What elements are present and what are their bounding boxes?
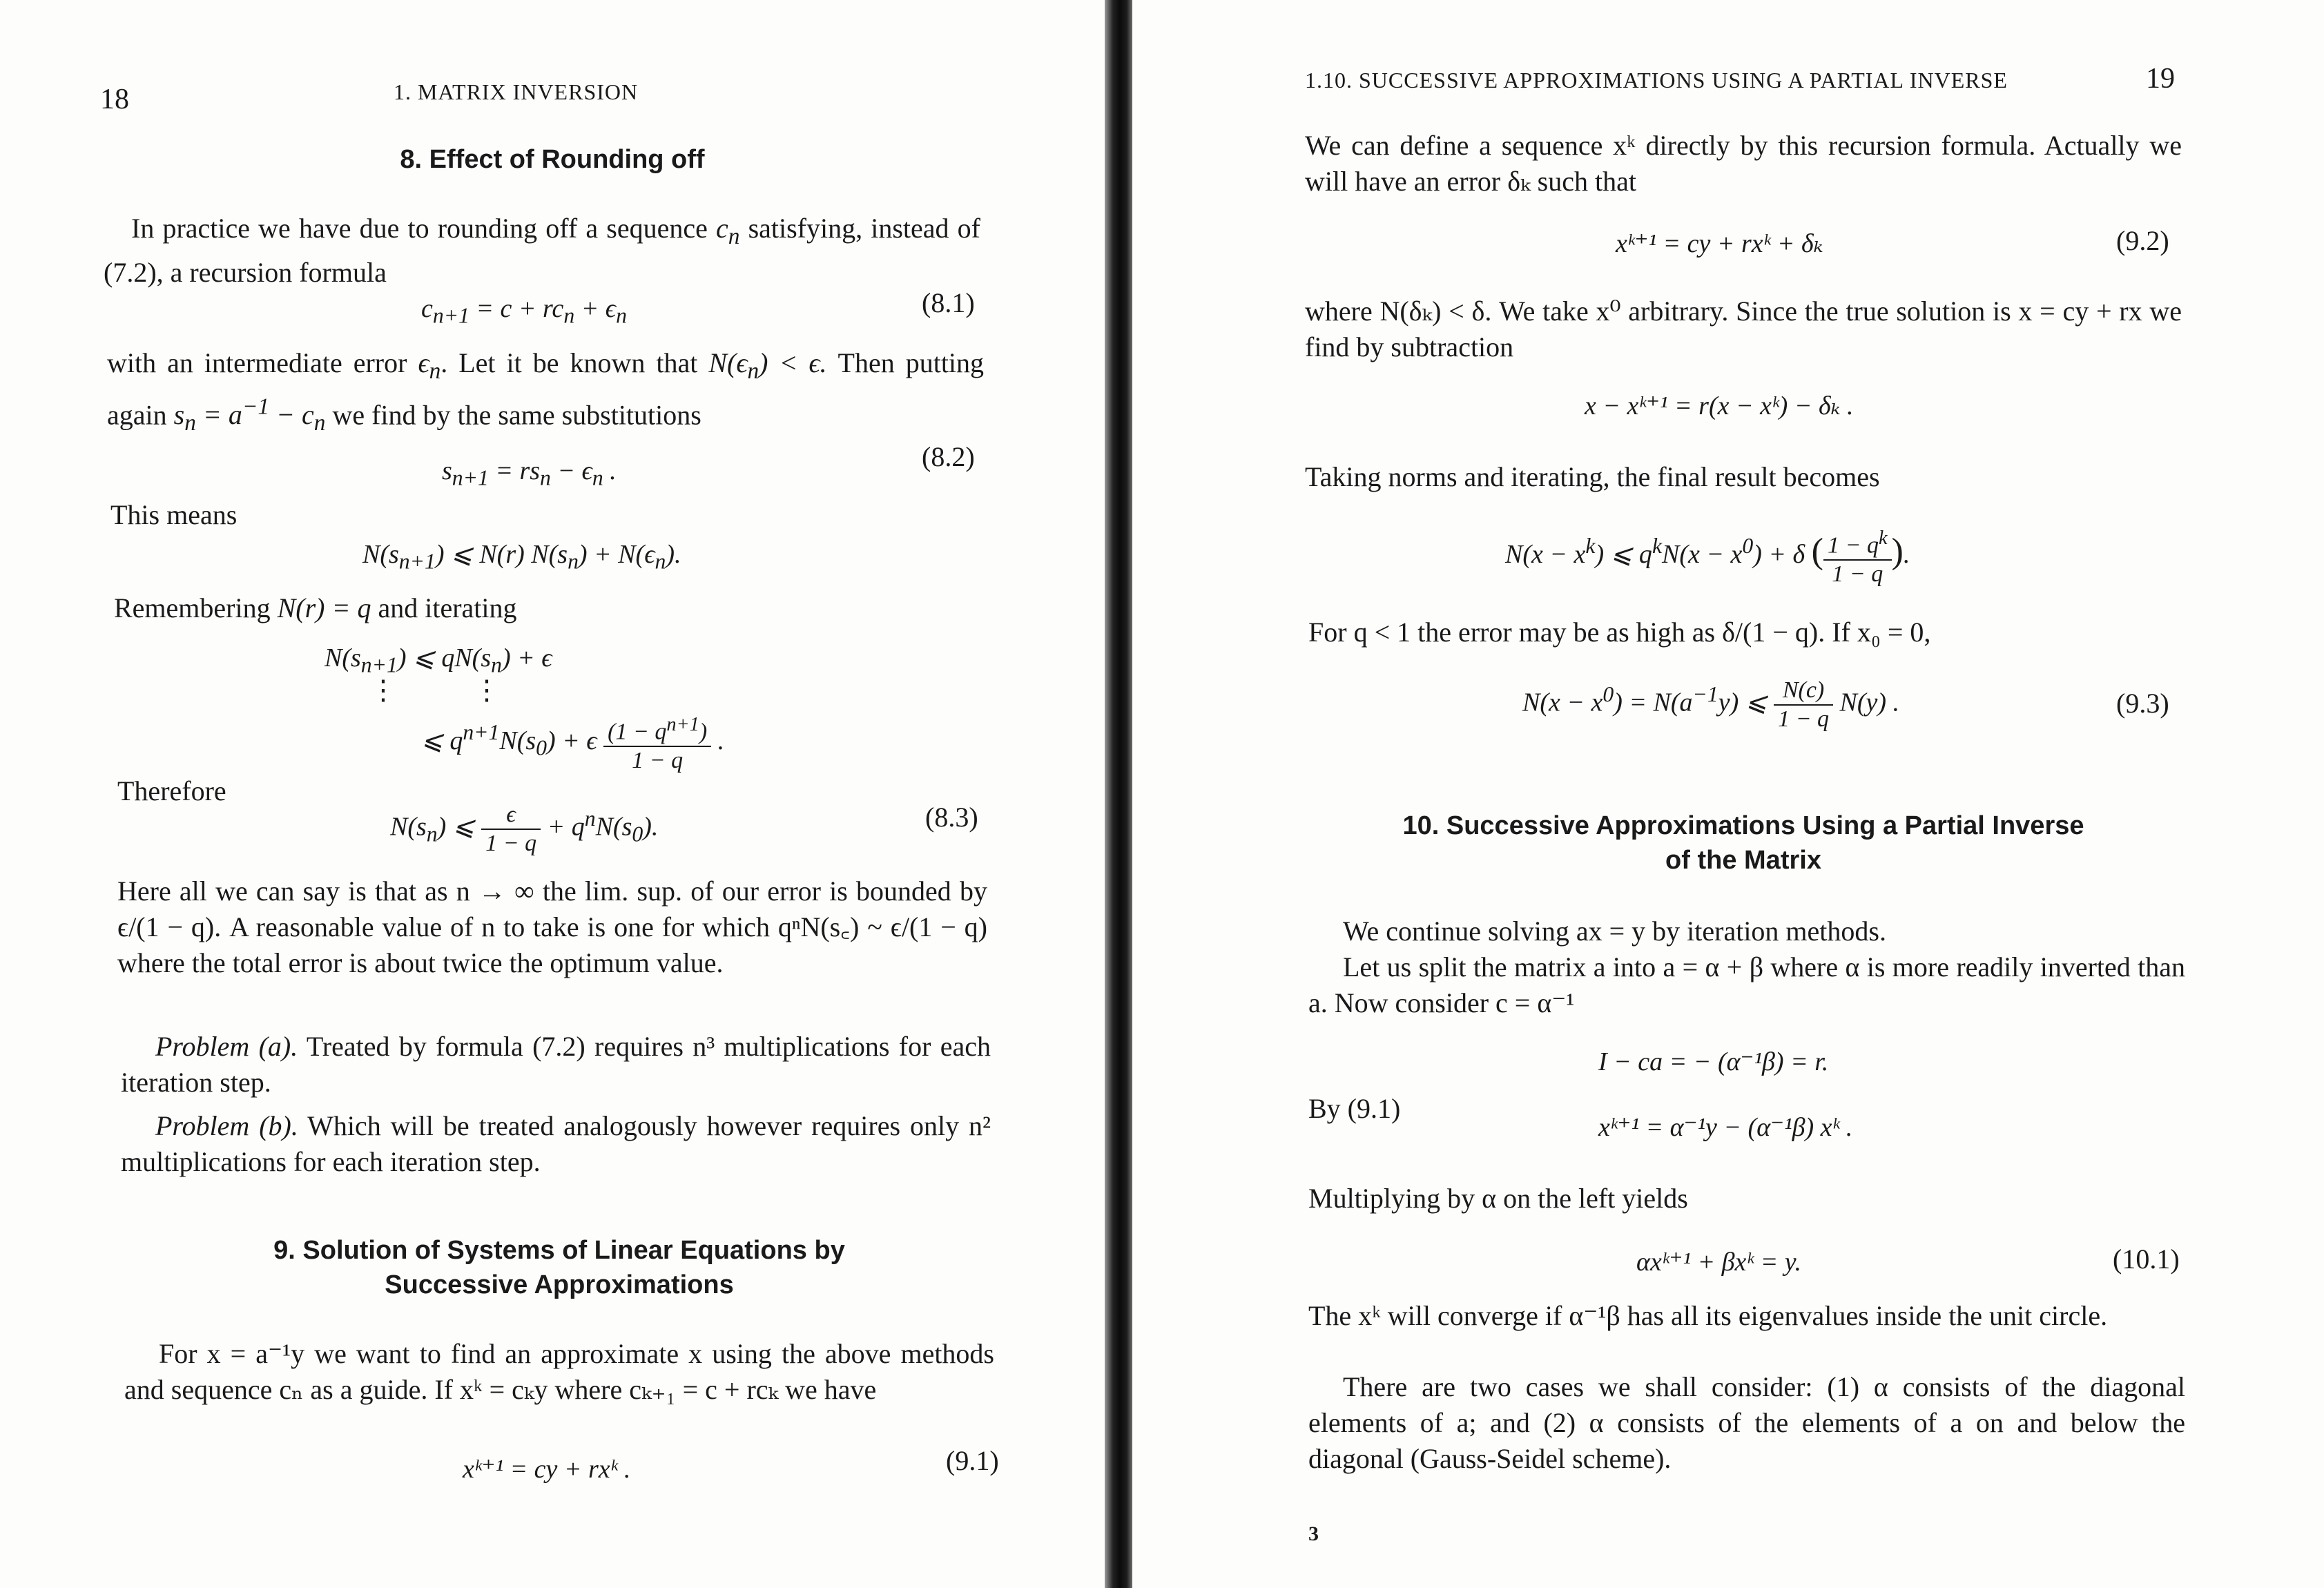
equation-8-2: $s_{n+1} = rs_n - \epsilon_n$ . bbox=[442, 456, 617, 490]
label: Problem (a). bbox=[155, 1031, 298, 1062]
problem-a bbox=[121, 1029, 991, 1101]
paragraph-5: We continue solving ax = y by iteration methods. bbox=[1343, 916, 1886, 947]
paragraph-7: Multiplying by α on the left yields bbox=[1308, 1183, 1688, 1214]
vertical-dots: ⋮ bbox=[369, 675, 397, 706]
equation-8-3: $N(s_n)$ ⩽ $\frac{\epsilon}{1 - q}$ + $q^nN(s_0)$. bbox=[390, 802, 659, 856]
text: we find by the same substitutions bbox=[332, 399, 701, 431]
paragraph-9: There are two cases we shall consider: (1) α consists of the diagonal elements of a; and (2) α consists of the elements of a on and below the diagonal (Gauss-Seidel scheme). bbox=[1308, 1371, 2185, 1474]
text: Remembering bbox=[114, 592, 271, 623]
equation-norm-iterated: $N(x - x^k)$ ⩽ $q^kN(x - x^0) + \delta$ ( $\frac{1 - q^k}{1 - q}$ ). bbox=[1505, 525, 1910, 588]
paragraph-6: Let us split the matrix a into a = α + β where α is more readily inverted than a. Now consider c = α⁻¹ bbox=[1308, 951, 2185, 1018]
therefore: Therefore bbox=[117, 775, 226, 806]
text: and iterating bbox=[378, 592, 517, 623]
text: Which will be treated analogously however requires only n² multiplications for each iteration step. bbox=[121, 1110, 991, 1177]
paragraph-8-3: Here all we can say is that as n → ∞ the lim. sup. of our error is bounded by ϵ/(1 − q). A reasonable value of n to take is one for which qⁿN(s꜀) ~ ϵ/(1 − q) where the total error is about twice the optimum value. bbox=[117, 875, 987, 978]
equation-number: (9.2) bbox=[2116, 225, 2169, 256]
paragraph-9-1: For x = a⁻¹y we want to find an approximate x using the above methods and sequence cₙ as a guide. If xᵏ = cₖy where cₖ₊₁ = c + rcₖ we have bbox=[124, 1338, 994, 1405]
by-9-1: By (9.1) bbox=[1308, 1093, 1401, 1124]
fraction: $\frac{1 - q^k}{1 - q}$ bbox=[1823, 525, 1892, 588]
paragraph-8-2 bbox=[107, 345, 984, 441]
equation-number: (8.2) bbox=[922, 441, 975, 472]
paragraph-8: The xᵏ will converge if α⁻¹β has all its eigenvalues inside the unit circle. bbox=[1308, 1300, 2108, 1331]
section-9-heading-line-2: Successive Approximations bbox=[385, 1270, 734, 1299]
math: $s_n = a^{-1} - c_n$ bbox=[173, 394, 326, 436]
fraction: $\frac{\epsilon}{1 - q}$ bbox=[481, 801, 541, 858]
running-head: 1. MATRIX INVERSION bbox=[394, 79, 639, 104]
math: N(r) = q bbox=[277, 592, 371, 623]
text: . Let it be known that bbox=[440, 347, 698, 378]
equation-number: (9.1) bbox=[946, 1445, 999, 1476]
equation-I-ca: I − ca = − (α⁻¹β) = r. bbox=[1598, 1047, 1829, 1076]
text: Treated by formula (7.2) requires n³ multiplications for each iteration step. bbox=[121, 1031, 991, 1098]
math: $N(\epsilon_n) < \epsilon$. bbox=[708, 347, 827, 384]
section-10-heading-line-2: of the Matrix bbox=[1665, 846, 1821, 875]
math: $\epsilon_n$ bbox=[418, 347, 441, 384]
text: Then putting again bbox=[107, 347, 985, 431]
vertical-dots: ⋮ bbox=[473, 675, 501, 706]
equation-subtraction: x − xᵏ⁺¹ = r(x − xᵏ) − δₖ . bbox=[1585, 391, 1854, 420]
equation-9-1: xᵏ⁺¹ = cy + rxᵏ . bbox=[463, 1455, 631, 1484]
right-page bbox=[1132, 0, 2324, 1588]
text: In practice we have due to rounding off a sequence bbox=[131, 213, 708, 244]
label: Problem (b). bbox=[155, 1110, 298, 1141]
remembering-line bbox=[114, 590, 517, 626]
equation-iter-1: $N(s_{n+1})$ ⩽ $qN(s_n) + \epsilon$ bbox=[325, 643, 552, 677]
text: with an intermediate error bbox=[107, 347, 407, 378]
equation-x-k1: xᵏ⁺¹ = α⁻¹y − (α⁻¹β) xᵏ . bbox=[1598, 1113, 1853, 1142]
left-page bbox=[0, 0, 1105, 1588]
equation-8-1: $c_{n+1} = c + rc_n + \epsilon_n$ bbox=[421, 294, 627, 328]
running-head: 1.10. SUCCESSIVE APPROXIMATIONS USING A PARTIAL INVERSE bbox=[1305, 68, 2008, 93]
paragraph-8-1 bbox=[104, 211, 980, 291]
page-number: 19 bbox=[2146, 63, 2175, 95]
equation-number: (8.1) bbox=[922, 287, 975, 318]
paragraph-1: We can define a sequence xᵏ directly by this recursion formula. Actually we will have an error δₖ such that bbox=[1305, 130, 2182, 197]
paragraph-4: For q < 1 the error may be as high as δ/(1 − q). If x₀ = 0, bbox=[1308, 617, 1931, 648]
equation-number: (9.3) bbox=[2116, 688, 2169, 719]
problem-b bbox=[121, 1108, 991, 1180]
section-8-heading: 8. Effect of Rounding off bbox=[400, 145, 705, 174]
signature-mark: 3 bbox=[1308, 1522, 1319, 1545]
equation-number: (8.3) bbox=[925, 802, 978, 833]
fraction: $\frac{N(c)}{1 - q}$ bbox=[1774, 677, 1833, 733]
book-spine-gutter bbox=[1105, 0, 1132, 1588]
this-means: This means bbox=[110, 499, 238, 530]
equation-9-3: $N(x - x^0) = N(a^{-1}y)$ ⩽ $\frac{N(c)}{1 - q}$ N(y) . bbox=[1522, 677, 1900, 732]
equation-norm-bound: $N(s_{n+1})$ ⩽ N(r) $N(s_n) + N(\epsilon_n)$. bbox=[362, 540, 681, 574]
section-10-heading-line-1: 10. Successive Approximations Using a Partial Inverse bbox=[1402, 811, 2084, 840]
page-number: 18 bbox=[100, 84, 129, 115]
fraction: $\frac{(1 - q^{n+1})}{1 - q}$ bbox=[603, 711, 711, 775]
paragraph-2: where N(δₖ) < δ. We take x⁰ arbitrary. Since the true solution is x = cy + rx we find by subtraction bbox=[1305, 296, 2182, 362]
math: $c_n$ bbox=[715, 213, 740, 249]
equation-9-2: xᵏ⁺¹ = cy + rxᵏ + δₖ bbox=[1616, 229, 1823, 258]
paragraph-3: Taking norms and iterating, the final result becomes bbox=[1305, 461, 1880, 492]
equation-number: (10.1) bbox=[2113, 1243, 2180, 1275]
equation-10-1: αxᵏ⁺¹ + βxᵏ = y. bbox=[1636, 1248, 1801, 1277]
equation-iter-2: ⩽ $q^{n+1}N(s_0) + \epsilon$ $\frac{(1 - q^{n+1})}{1 - q}$ . bbox=[421, 711, 724, 775]
section-9-heading-line-1: 9. Solution of Systems of Linear Equations by bbox=[273, 1236, 845, 1265]
text: satisfying, instead of (7.2), a recursion formula bbox=[104, 213, 981, 288]
